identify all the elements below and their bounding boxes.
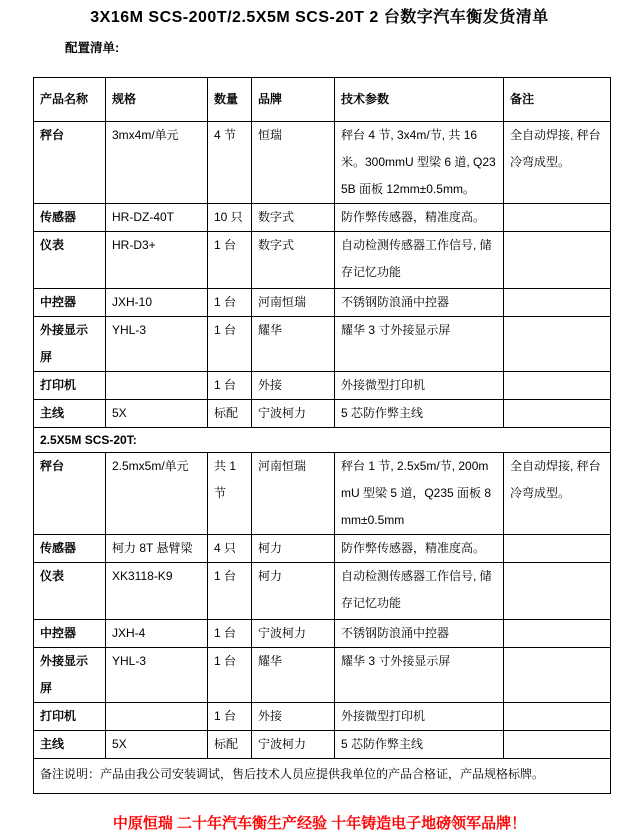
spec-table-body bbox=[34, 122, 611, 794]
cell-product-name: 主线 bbox=[34, 400, 106, 428]
cell-tech-params: 秤台 1 节, 2.5x5m/节, 200mmU 型梁 5 道，Q235 面板 8mm±0.5mm bbox=[335, 453, 504, 535]
cell-brand: 柯力 bbox=[252, 563, 335, 620]
cell-product-name: 外接显示屏 bbox=[34, 648, 106, 703]
column-header-spec: 规格 bbox=[106, 78, 208, 122]
cell-tech-params: 耀华 3 寸外接显示屏 bbox=[335, 648, 504, 703]
cell-remark bbox=[504, 731, 611, 759]
cell-spec: XK3118-K9 bbox=[106, 563, 208, 620]
cell-tech-params: 不锈钢防浪涌中控器 bbox=[335, 289, 504, 317]
table-row bbox=[34, 317, 611, 372]
cell-spec: 5X bbox=[106, 400, 208, 428]
cell-product-name: 中控器 bbox=[34, 620, 106, 648]
cell-quantity: 10 只 bbox=[208, 204, 252, 232]
cell-tech-params: 耀华 3 寸外接显示屏 bbox=[335, 317, 504, 372]
cell-product-name: 外接显示屏 bbox=[34, 317, 106, 372]
cell-product-name: 中控器 bbox=[34, 289, 106, 317]
cell-tech-params: 秤台 4 节, 3x4m/节, 共 16 米。300mmU 型梁 6 道, Q235B 面板 12mm±0.5mm。 bbox=[335, 122, 504, 204]
table-row bbox=[34, 563, 611, 620]
cell-brand: 外接 bbox=[252, 372, 335, 400]
cell-tech-params: 防作弊传感器，精准度高。 bbox=[335, 535, 504, 563]
cell-remark: 全自动焊接, 秤台冷弯成型。 bbox=[504, 122, 611, 204]
cell-remark bbox=[504, 400, 611, 428]
section-title: 2.5X5M SCS-20T: bbox=[34, 428, 611, 453]
table-row bbox=[34, 372, 611, 400]
cell-product-name: 仪表 bbox=[34, 563, 106, 620]
cell-quantity: 1 台 bbox=[208, 648, 252, 703]
cell-remark bbox=[504, 317, 611, 372]
cell-brand: 耀华 bbox=[252, 648, 335, 703]
cell-spec: 5X bbox=[106, 731, 208, 759]
cell-brand: 恒瑞 bbox=[252, 122, 335, 204]
cell-remark bbox=[504, 703, 611, 731]
cell-brand: 柯力 bbox=[252, 535, 335, 563]
cell-remark bbox=[504, 372, 611, 400]
column-header-product-name: 产品名称 bbox=[34, 78, 106, 122]
cell-product-name: 仪表 bbox=[34, 232, 106, 289]
cell-tech-params: 5 芯防作弊主线 bbox=[335, 731, 504, 759]
spec-table bbox=[33, 77, 611, 794]
page-title: 3X16M SCS-200T/2.5X5M SCS-20T 2 台数字汽车衡发货清单 bbox=[90, 9, 549, 26]
cell-brand: 河南恒瑞 bbox=[252, 453, 335, 535]
cell-product-name: 秤台 bbox=[34, 453, 106, 535]
cell-quantity: 标配 bbox=[208, 731, 252, 759]
cell-tech-params: 自动检测传感器工作信号, 储存记忆功能 bbox=[335, 563, 504, 620]
cell-quantity: 1 台 bbox=[208, 289, 252, 317]
remark-row bbox=[34, 759, 611, 794]
cell-product-name: 传感器 bbox=[34, 535, 106, 563]
cell-remark bbox=[504, 204, 611, 232]
table-row bbox=[34, 620, 611, 648]
column-header-tech-params: 技术参数 bbox=[335, 78, 504, 122]
column-header-brand: 品牌 bbox=[252, 78, 335, 122]
cell-quantity: 1 台 bbox=[208, 620, 252, 648]
footer-slogan: 中原恒瑞 二十年汽车衡生产经验 十年铸造电子地磅领军品牌！ bbox=[112, 815, 527, 832]
cell-spec: YHL-3 bbox=[106, 648, 208, 703]
cell-tech-params: 自动检测传感器工作信号, 储存记忆功能 bbox=[335, 232, 504, 289]
cell-spec: 2.5mx5m/单元 bbox=[106, 453, 208, 535]
column-header-quantity: 数量 bbox=[208, 78, 252, 122]
cell-spec: 柯力 8T 悬臂梁 bbox=[106, 535, 208, 563]
cell-quantity: 1 台 bbox=[208, 317, 252, 372]
cell-quantity: 4 节 bbox=[208, 122, 252, 204]
cell-quantity: 4 只 bbox=[208, 535, 252, 563]
config-list-label: 配置清单: bbox=[65, 41, 120, 55]
cell-remark bbox=[504, 289, 611, 317]
table-row bbox=[34, 122, 611, 204]
cell-remark bbox=[504, 563, 611, 620]
cell-remark bbox=[504, 232, 611, 289]
cell-product-name: 秤台 bbox=[34, 122, 106, 204]
cell-tech-params: 外接微型打印机 bbox=[335, 372, 504, 400]
cell-spec bbox=[106, 372, 208, 400]
cell-spec: HR-D3+ bbox=[106, 232, 208, 289]
cell-quantity: 1 台 bbox=[208, 372, 252, 400]
cell-product-name: 打印机 bbox=[34, 703, 106, 731]
cell-quantity: 共 1 节 bbox=[208, 453, 252, 535]
table-row bbox=[34, 400, 611, 428]
cell-brand: 宁波柯力 bbox=[252, 731, 335, 759]
cell-quantity: 1 台 bbox=[208, 703, 252, 731]
cell-product-name: 传感器 bbox=[34, 204, 106, 232]
cell-quantity: 1 台 bbox=[208, 563, 252, 620]
cell-quantity: 标配 bbox=[208, 400, 252, 428]
cell-remark bbox=[504, 648, 611, 703]
cell-product-name: 主线 bbox=[34, 731, 106, 759]
cell-tech-params: 5 芯防作弊主线 bbox=[335, 400, 504, 428]
table-row bbox=[34, 648, 611, 703]
cell-brand: 河南恒瑞 bbox=[252, 289, 335, 317]
cell-spec: YHL-3 bbox=[106, 317, 208, 372]
table-row bbox=[34, 289, 611, 317]
cell-brand: 外接 bbox=[252, 703, 335, 731]
cell-spec: HR-DZ-40T bbox=[106, 204, 208, 232]
cell-tech-params: 防作弊传感器，精准度高。 bbox=[335, 204, 504, 232]
cell-brand: 耀华 bbox=[252, 317, 335, 372]
cell-remark bbox=[504, 620, 611, 648]
cell-tech-params: 外接微型打印机 bbox=[335, 703, 504, 731]
table-row bbox=[34, 453, 611, 535]
cell-spec: 3mx4m/单元 bbox=[106, 122, 208, 204]
cell-brand: 数字式 bbox=[252, 204, 335, 232]
table-row bbox=[34, 232, 611, 289]
section-header-row bbox=[34, 428, 611, 453]
cell-spec bbox=[106, 703, 208, 731]
table-row bbox=[34, 703, 611, 731]
table-row bbox=[34, 731, 611, 759]
cell-spec: JXH-10 bbox=[106, 289, 208, 317]
cell-brand: 数字式 bbox=[252, 232, 335, 289]
cell-tech-params: 不锈钢防浪涌中控器 bbox=[335, 620, 504, 648]
cell-product-name: 打印机 bbox=[34, 372, 106, 400]
cell-quantity: 1 台 bbox=[208, 232, 252, 289]
cell-remark: 全自动焊接, 秤台冷弯成型。 bbox=[504, 453, 611, 535]
remark-note: 备注说明：产品由我公司安装调试，售后技术人员应提供我单位的产品合格证，产品规格标牌。 bbox=[34, 759, 611, 794]
column-header-remark: 备注 bbox=[504, 78, 611, 122]
cell-remark bbox=[504, 535, 611, 563]
table-row bbox=[34, 204, 611, 232]
cell-brand: 宁波柯力 bbox=[252, 400, 335, 428]
cell-spec: JXH-4 bbox=[106, 620, 208, 648]
table-row bbox=[34, 535, 611, 563]
cell-brand: 宁波柯力 bbox=[252, 620, 335, 648]
table-header-row bbox=[34, 78, 611, 122]
